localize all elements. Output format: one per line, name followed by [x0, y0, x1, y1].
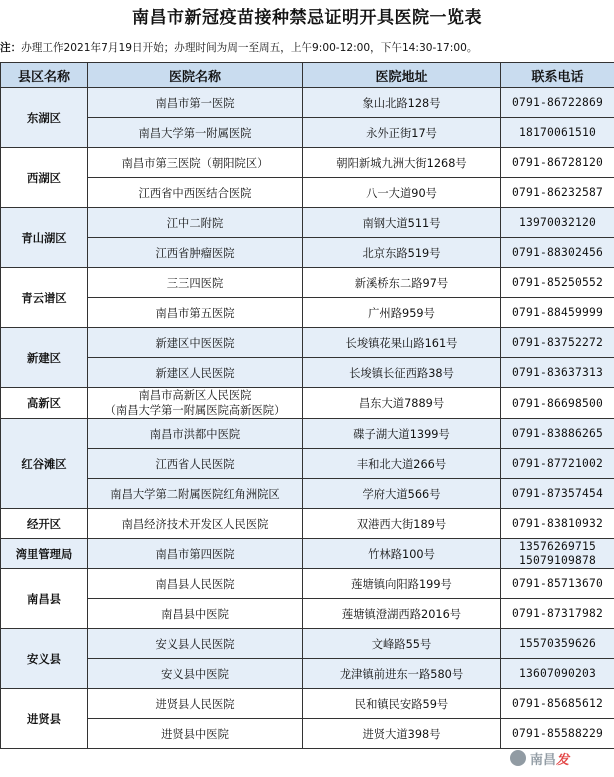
hospital-cell: 江西省人民医院	[88, 449, 303, 479]
address-cell: 朝阳新城九洲大街1268号	[303, 148, 501, 178]
hospital-cell: 南昌市第四医院	[88, 539, 303, 569]
district-cell: 青山湖区	[1, 208, 88, 268]
phone-cell: 0791-87317982	[501, 599, 614, 629]
wechat-icon	[510, 750, 526, 766]
table-row	[1, 268, 614, 298]
hospital-cell: 南昌县人民医院	[88, 569, 303, 599]
address-cell: 文峰路55号	[303, 629, 501, 659]
district-cell: 东湖区	[1, 88, 88, 148]
phone-cell: 0791-83810932	[501, 509, 614, 539]
hospital-cell: 南昌市第三医院（朝阳院区）	[88, 148, 303, 178]
hospital-cell: 新建区中医医院	[88, 328, 303, 358]
phone-line2: 15079109878	[518, 553, 596, 567]
phone-cell: 18170061510	[501, 118, 614, 148]
address-cell: 永外正街17号	[303, 118, 501, 148]
phone-cell: 0791-83886265	[501, 419, 614, 449]
district-cell: 西湖区	[1, 148, 88, 208]
page-title: 南昌市新冠疫苗接种禁忌证明开具医院一览表	[132, 8, 482, 28]
district-cell: 新建区	[1, 328, 88, 388]
phone-cell: 0791-88459999	[501, 298, 614, 328]
table-row	[1, 419, 614, 449]
district-cell: 湾里管理局	[1, 539, 88, 569]
phone-cell: 0791-87721002	[501, 449, 614, 479]
header-address: 医院地址	[303, 63, 501, 88]
hospital-name-line2: （南昌大学第一附属医院高新医院）	[104, 404, 286, 417]
address-cell: 莲塘镇澄湖西路2016号	[303, 599, 501, 629]
hospital-cell: 江西省中西医结合医院	[88, 178, 303, 208]
table-row	[1, 148, 614, 178]
phone-cell: 15570359626	[501, 629, 614, 659]
phone-cell: 0791-85250552	[501, 268, 614, 298]
address-cell: 碟子湖大道1399号	[303, 419, 501, 449]
phone-cell	[501, 539, 614, 569]
table-row	[1, 449, 614, 479]
phone-cell: 0791-86728120	[501, 148, 614, 178]
phone-cell: 0791-87357454	[501, 479, 614, 509]
address-cell: 莲塘镇向阳路199号	[303, 569, 501, 599]
hospital-cell: 南昌市第一医院	[88, 88, 303, 118]
table-row	[1, 689, 614, 719]
phone-cell: 0791-85588229	[501, 719, 614, 749]
address-cell: 新溪桥东二路97号	[303, 268, 501, 298]
hospital-cell: 江中二附院	[88, 208, 303, 238]
hospital-cell: 南昌大学第一附属医院	[88, 118, 303, 148]
phone-cell: 0791-83752272	[501, 328, 614, 358]
table-row	[1, 509, 614, 539]
hospital-cell: 新建区人民医院	[88, 358, 303, 388]
hospital-cell: 南昌大学第二附属医院红角洲院区	[88, 479, 303, 509]
table-row	[1, 719, 614, 749]
hospital-cell: 安义县人民医院	[88, 629, 303, 659]
table-header-row	[1, 63, 614, 88]
address-cell: 长埈镇花果山路161号	[303, 328, 501, 358]
address-cell: 竹林路100号	[303, 539, 501, 569]
hospital-cell: 安义县中医院	[88, 659, 303, 689]
district-cell: 红谷滩区	[1, 419, 88, 509]
hospital-cell: 南昌经济技术开发区人民医院	[88, 509, 303, 539]
address-cell: 进贤大道398号	[303, 719, 501, 749]
address-cell: 学府大道566号	[303, 479, 501, 509]
hospital-cell: 进贤县人民医院	[88, 689, 303, 719]
hospital-cell: 南昌市洪都中医院	[88, 419, 303, 449]
table-row	[1, 479, 614, 509]
phone-cell: 13970032120	[501, 208, 614, 238]
district-cell: 安义县	[1, 629, 88, 689]
address-cell: 南钢大道511号	[303, 208, 501, 238]
hospital-cell: 江西省肿瘤医院	[88, 238, 303, 268]
hospital-cell	[88, 388, 303, 419]
district-cell: 青云谱区	[1, 268, 88, 328]
header-district: 县区名称	[1, 63, 88, 88]
address-cell: 北京东路519号	[303, 238, 501, 268]
district-cell: 经开区	[1, 509, 88, 539]
table-row	[1, 238, 614, 268]
address-cell: 民和镇民安路59号	[303, 689, 501, 719]
table-row	[1, 659, 614, 689]
notice-text: 办理工作2021年7月19日开始；办理时间为周一至周五，上午9:00-12:00，下午14:30-17:00。	[21, 42, 478, 54]
watermark-text: 南昌发	[530, 752, 570, 768]
phone-cell: 0791-86722869	[501, 88, 614, 118]
header-hospital: 医院名称	[88, 63, 303, 88]
phone-line1: 13576269715	[518, 539, 596, 553]
hospital-cell: 南昌市第五医院	[88, 298, 303, 328]
phone-cell: 0791-83637313	[501, 358, 614, 388]
header-phone: 联系电话	[501, 63, 614, 88]
table-row	[1, 88, 614, 118]
hospital-name-line1: 南昌市高新区人民医院	[138, 389, 252, 402]
address-cell: 丰和北大道266号	[303, 449, 501, 479]
phone-cell: 0791-85713670	[501, 569, 614, 599]
address-cell: 龙津镇前进东一路580号	[303, 659, 501, 689]
watermark	[510, 747, 606, 769]
address-cell: 昌东大道7889号	[303, 388, 501, 419]
table-row	[1, 599, 614, 629]
hospital-cell: 南昌县中医院	[88, 599, 303, 629]
phone-cell: 0791-85685612	[501, 689, 614, 719]
district-cell: 高新区	[1, 388, 88, 419]
table-row	[1, 388, 614, 419]
table-row	[1, 358, 614, 388]
hospital-table	[0, 62, 614, 749]
district-cell: 进贤县	[1, 689, 88, 749]
phone-cell: 13607090203	[501, 659, 614, 689]
address-cell: 长埈镇长征西路38号	[303, 358, 501, 388]
notice-line	[0, 38, 614, 58]
table-row	[1, 629, 614, 659]
phone-cell: 0791-88302456	[501, 238, 614, 268]
table-row	[1, 298, 614, 328]
table-row	[1, 569, 614, 599]
district-cell: 南昌县	[1, 569, 88, 629]
table-row	[1, 208, 614, 238]
phone-cell: 0791-86698500	[501, 388, 614, 419]
notice-label: 注：	[0, 42, 22, 54]
address-cell: 双港西大街189号	[303, 509, 501, 539]
address-cell: 八一大道90号	[303, 178, 501, 208]
address-cell: 象山北路128号	[303, 88, 501, 118]
address-cell: 广州路959号	[303, 298, 501, 328]
table-row	[1, 539, 614, 569]
table-row	[1, 118, 614, 148]
table-row	[1, 328, 614, 358]
hospital-cell: 进贤县中医院	[88, 719, 303, 749]
hospital-cell: 三三四医院	[88, 268, 303, 298]
table-row	[1, 178, 614, 208]
phone-cell: 0791-86232587	[501, 178, 614, 208]
